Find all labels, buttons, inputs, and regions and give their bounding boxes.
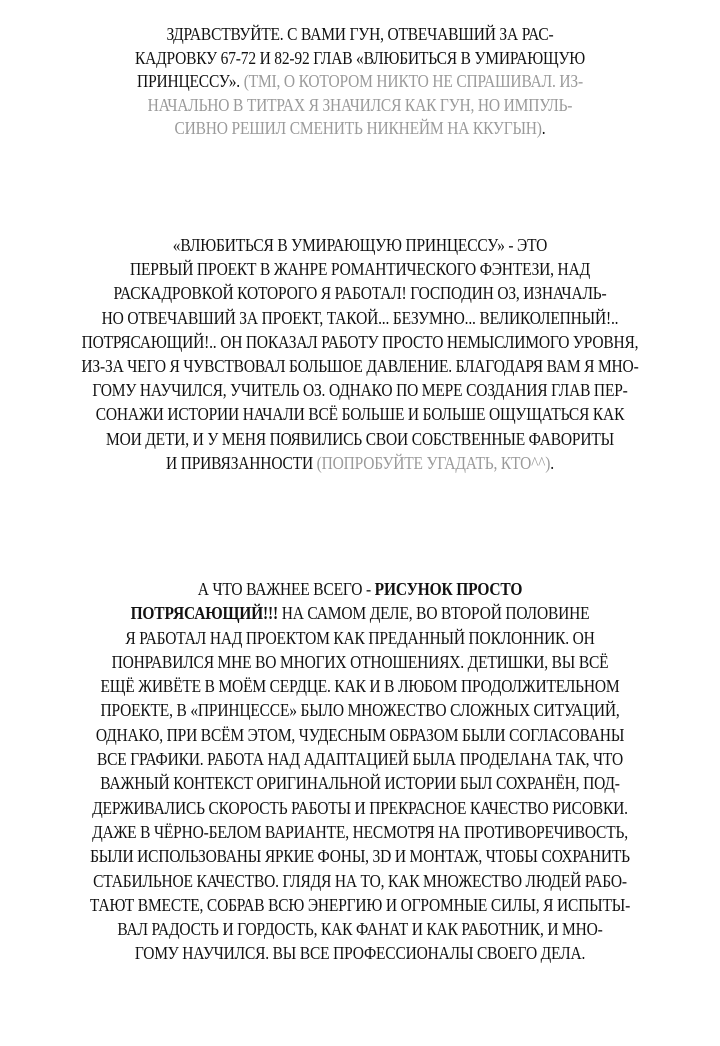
text-line bbox=[50, 629, 669, 653]
text-line bbox=[50, 847, 669, 871]
text-line bbox=[50, 309, 669, 333]
body-text: НА САМОМ ДЕЛЕ, ВО ВТОРОЙ ПОЛОВИНЕ bbox=[278, 603, 590, 624]
text-line bbox=[50, 49, 669, 73]
body-text: «ВЛЮБИТЬСЯ В УМИРАЮЩУЮ ПРИНЦЕССУ» - ЭТО bbox=[172, 235, 548, 255]
body-text: ДАЖЕ В ЧЁРНО-БЕЛОМ ВАРИАНТЕ, НЕСМОТРЯ НА ПРОТИВОРЕЧИВОСТЬ, bbox=[92, 821, 628, 842]
text-line bbox=[50, 896, 669, 920]
aside-text: НАЧАЛЬНО В ТИТРАХ Я ЗНАЧИЛСЯ КАК ГУН, НО ИМПУЛЬ- bbox=[147, 94, 573, 115]
text-line bbox=[50, 357, 669, 381]
body-text: ИЗ-ЗА ЧЕГО Я ЧУВСТВОВАЛ БОЛЬШОЕ ДАВЛЕНИЕ. БЛАГОДАРЯ ВАМ Я МНО- bbox=[81, 355, 639, 376]
body-text: ВСЕ ГРАФИКИ. РАБОТА НАД АДАПТАЦИЕЙ БЫЛА ПРОДЕЛАНА ТАК, ЧТО bbox=[96, 749, 624, 770]
paragraph-artwork bbox=[0, 580, 720, 969]
body-text: ГОМУ НАУЧИЛСЯ. ВЫ ВСЕ ПРОФЕССИОНАЛЫ СВОЕГО ДЕЛА. bbox=[134, 943, 586, 964]
emphasis-text: РИСУНОК ПРОСТО bbox=[374, 579, 523, 599]
emphasis-text: ПОТРЯСАЮЩИЙ!!! bbox=[130, 603, 279, 624]
body-text: СОНАЖИ ИСТОРИИ НАЧАЛИ ВСЁ БОЛЬШЕ И БОЛЬШЕ ОЩУЩАТЬСЯ КАК bbox=[95, 404, 625, 425]
text-line bbox=[50, 72, 669, 96]
body-text: ГОМУ НАУЧИЛСЯ, УЧИТЕЛЬ ОЗ. ОДНАКО ПО МЕРЕ СОЗДАНИЯ ГЛАВ ПЕР- bbox=[92, 380, 628, 401]
text-line bbox=[50, 823, 669, 847]
body-text: ПЕРВЫЙ ПРОЕКТ В ЖАНРЕ РОМАНТИЧЕСКОГО ФЭНТЕЗИ, НАД bbox=[130, 259, 590, 280]
body-text: ПРИНЦЕССУ». bbox=[137, 71, 244, 91]
body-text: И ПРИВЯЗАННОСТИ bbox=[166, 452, 317, 473]
body-text: Я РАБОТАЛ НАД ПРОЕКТОМ КАК ПРЕДАННЫЙ ПОКЛОННИК. ОН bbox=[125, 627, 595, 648]
body-text: ПОНРАВИЛСЯ МНЕ ВО МНОГИХ ОТНОШЕНИЯХ. ДЕТИШКИ, ВЫ ВСЁ bbox=[111, 651, 609, 672]
text-line bbox=[50, 430, 669, 454]
text-line bbox=[50, 236, 669, 260]
text-line bbox=[50, 381, 669, 405]
body-text: . bbox=[541, 118, 546, 138]
text-line bbox=[50, 119, 669, 143]
body-text: ОДНАКО, ПРИ ВСЁМ ЭТОМ, ЧУДЕСНЫМ ОБРАЗОМ БЫЛИ СОГЛАСОВАНЫ bbox=[95, 724, 625, 745]
text-line bbox=[50, 260, 669, 284]
text-line bbox=[50, 580, 669, 604]
text-line bbox=[50, 333, 669, 357]
aside-text: (ПОПРОБУЙТЕ УГАДАТЬ, КТО^^) bbox=[316, 452, 551, 473]
paragraph-intro bbox=[0, 25, 720, 143]
body-text: ДЕРЖИВАЛИСЬ СКОРОСТЬ РАБОТЫ И ПРЕКРАСНОЕ КАЧЕСТВО РИСОВКИ. bbox=[92, 797, 628, 818]
text-line bbox=[50, 799, 669, 823]
paragraph-project bbox=[0, 236, 720, 478]
body-text: ВАЛ РАДОСТЬ И ГОРДОСТЬ, КАК ФАНАТ И КАК РАБОТНИК, И МНО- bbox=[117, 919, 603, 940]
body-text: ПРОЕКТЕ, В «ПРИНЦЕССЕ» БЫЛО МНОЖЕСТВО СЛОЖНЫХ СИТУАЦИЙ, bbox=[100, 700, 620, 721]
body-text: СТАБИЛЬНОЕ КАЧЕСТВО. ГЛЯДЯ НА ТО, КАК МНОЖЕСТВО ЛЮДЕЙ РАБО- bbox=[93, 870, 627, 891]
text-line bbox=[50, 405, 669, 429]
body-text: ЕЩЁ ЖИВЁТЕ В МОЁМ СЕРДЦЕ. КАК И В ЛЮБОМ ПРОДОЛЖИТЕЛЬНОМ bbox=[100, 676, 620, 697]
body-text: А ЧТО ВАЖНЕЕ ВСЕГО - bbox=[197, 579, 375, 599]
body-text: ТАЮТ ВМЕСТЕ, СОБРАВ ВСЮ ЭНЕРГИЮ И ОГРОМНЫЕ СИЛЫ, Я ИСПЫТЫ- bbox=[89, 894, 631, 915]
text-line bbox=[50, 454, 669, 478]
text-line bbox=[50, 750, 669, 774]
body-text: БЫЛИ ИСПОЛЬЗОВАНЫ ЯРКИЕ ФОНЫ, 3D И МОНТАЖ, ЧТОБЫ СОХРАНИТЬ bbox=[90, 846, 630, 867]
text-line bbox=[50, 653, 669, 677]
text-line bbox=[50, 774, 669, 798]
body-text: ЗДРАВСТВУЙТЕ. С ВАМИ ГУН, ОТВЕЧАВШИЙ ЗА РАС- bbox=[166, 24, 554, 44]
text-line bbox=[50, 284, 669, 308]
aside-text: СИВНО РЕШИЛ СМЕНИТЬ НИКНЕЙМ НА ККУГЫН) bbox=[174, 118, 542, 138]
body-text: РАСКАДРОВКОЙ КОТОРОГО Я РАБОТАЛ! ГОСПОДИН ОЗ, ИЗНАЧАЛЬ- bbox=[113, 283, 607, 304]
body-text: МОИ ДЕТИ, И У МЕНЯ ПОЯВИЛИСЬ СВОИ СОБСТВЕННЫЕ ФАВОРИТЫ bbox=[105, 428, 614, 449]
text-line bbox=[50, 920, 669, 944]
text-line bbox=[50, 96, 669, 120]
body-text: КАДРОВКУ 67-72 И 82-92 ГЛАВ «ВЛЮБИТЬСЯ В УМИРАЮЩУЮ bbox=[134, 47, 586, 68]
text-line bbox=[50, 25, 669, 49]
body-text: ВАЖНЫЙ КОНТЕКСТ ОРИГИНАЛЬНОЙ ИСТОРИИ БЫЛ СОХРАНЁН, ПОД- bbox=[100, 773, 620, 794]
text-line bbox=[50, 701, 669, 725]
text-line bbox=[50, 944, 669, 968]
text-line bbox=[50, 872, 669, 896]
body-text: НО ОТВЕЧАВШИЙ ЗА ПРОЕКТ, ТАКОЙ... БЕЗУМНО... ВЕЛИКОЛЕПНЫЙ!.. bbox=[101, 307, 619, 328]
text-line bbox=[50, 677, 669, 701]
body-text: . bbox=[550, 452, 554, 473]
text-line bbox=[50, 726, 669, 750]
aside-text: (TMI, О КОТОРОМ НИКТО НЕ СПРАШИВАЛ. ИЗ- bbox=[243, 71, 583, 91]
body-text: ПОТРЯСАЮЩИЙ!.. ОН ПОКАЗАЛ РАБОТУ ПРОСТО НЕМЫСЛИМОГО УРОВНЯ, bbox=[81, 331, 639, 352]
text-line bbox=[50, 604, 669, 628]
